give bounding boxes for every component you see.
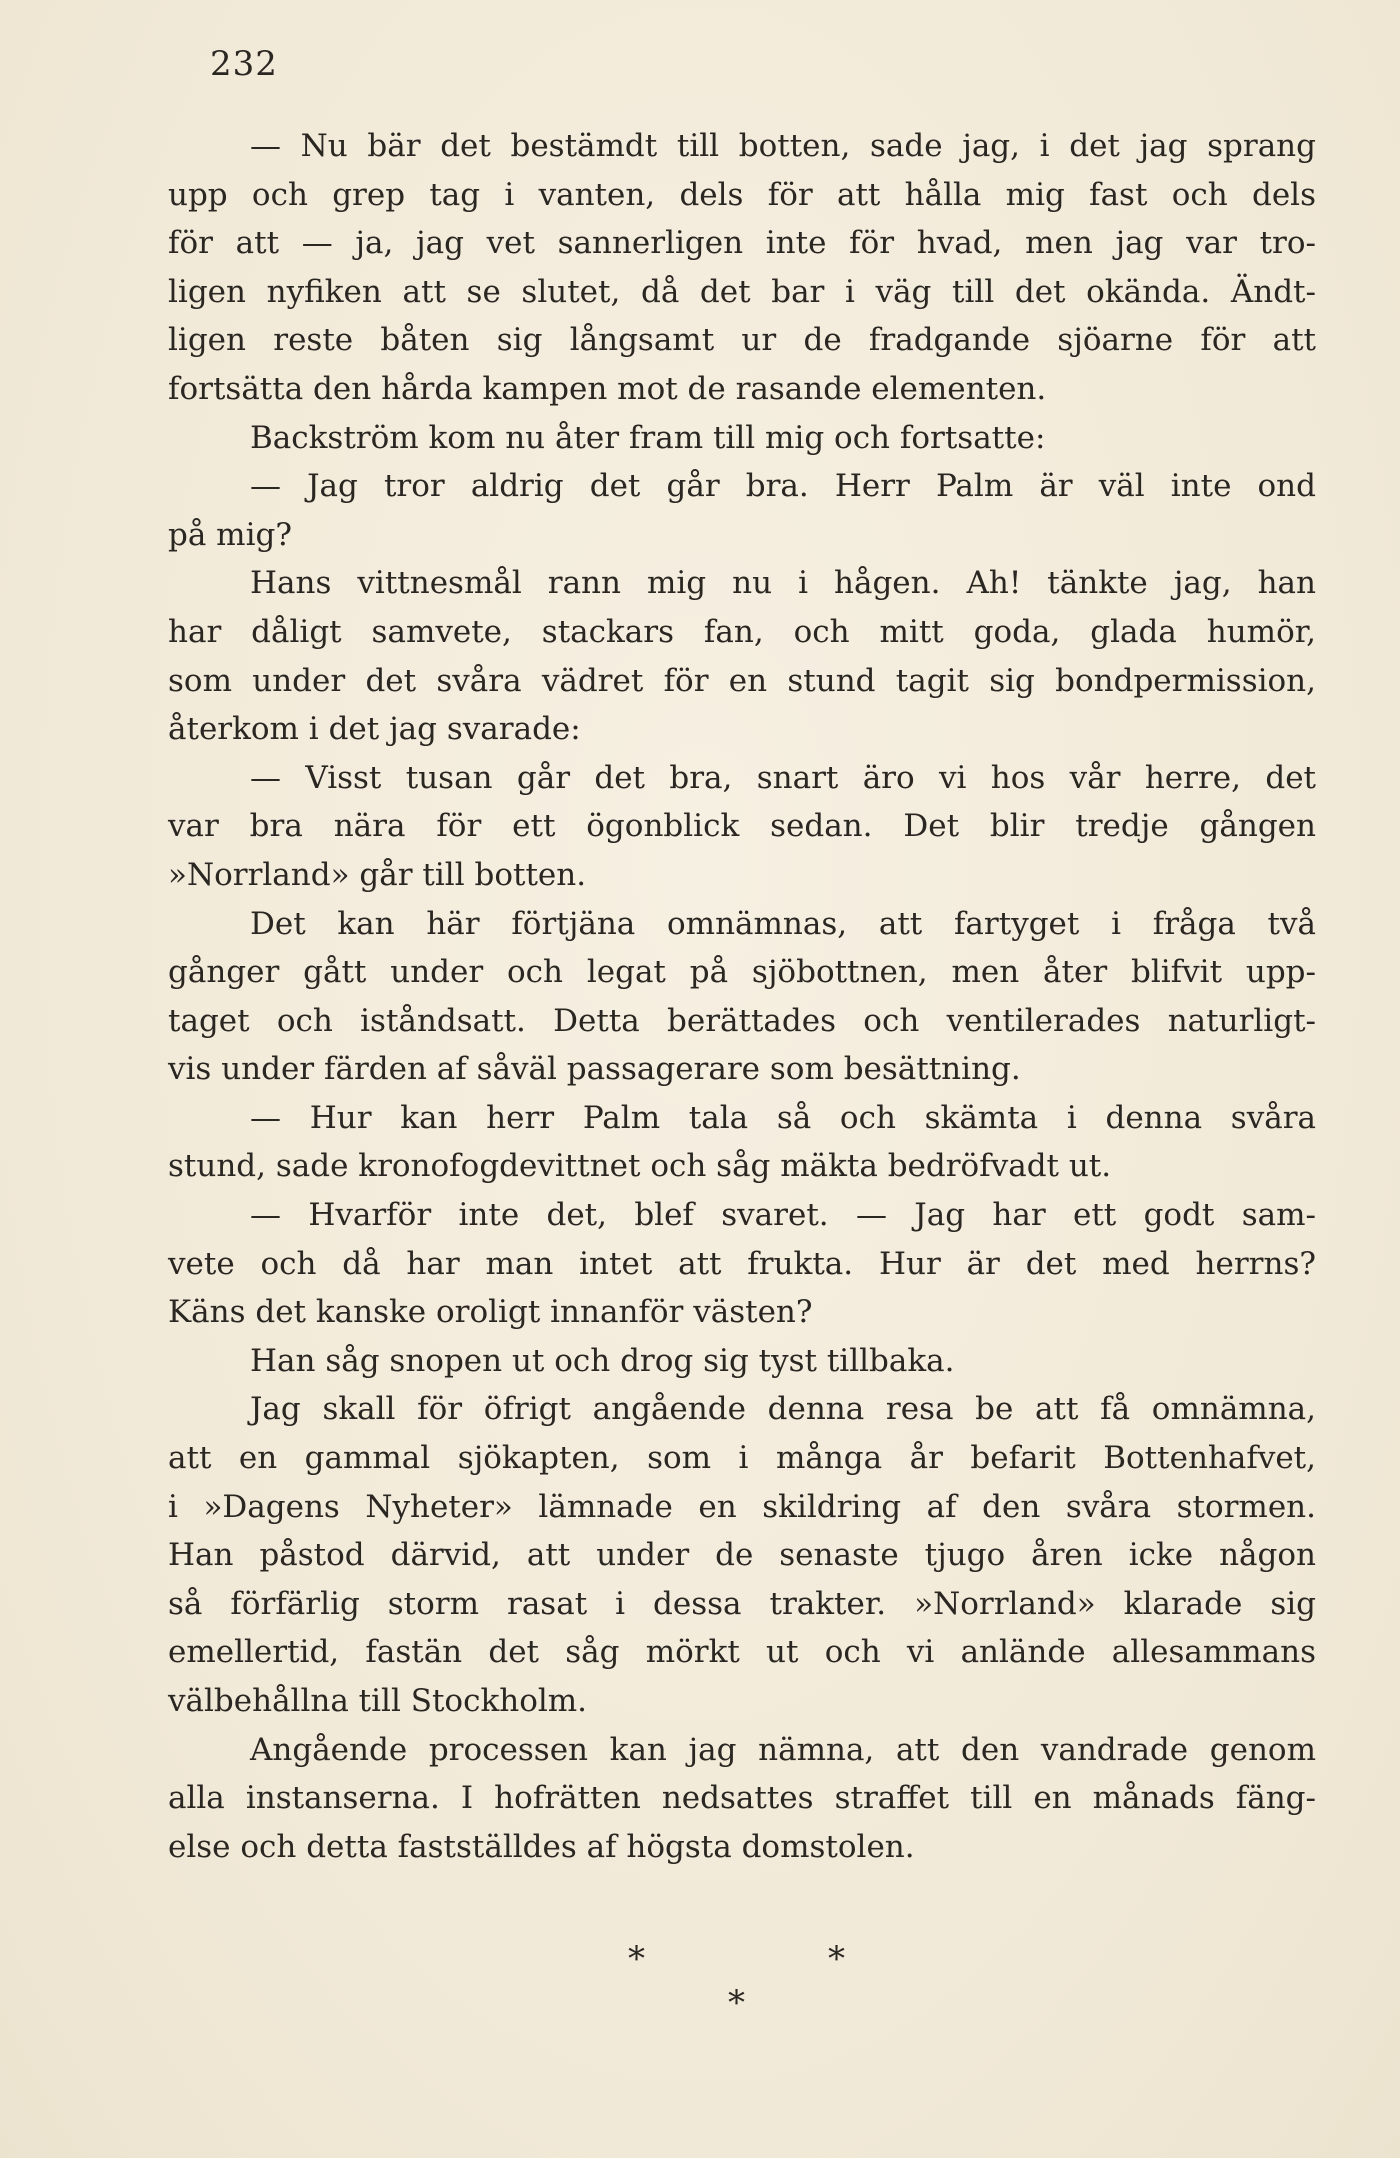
ornament-asterisk-right: * <box>828 1939 845 1979</box>
text-line: — Jag tror aldrig det går bra. Herr Palm är väl inte ond <box>250 468 1316 505</box>
text-line: att en gammal sjökapten, som i många år befarit Bottenhafvet, <box>168 1440 1316 1477</box>
text-line: som under det svåra vädret för en stund tagit sig bondpermission, <box>168 662 1316 699</box>
page-number: 232 <box>210 44 278 84</box>
text-line: alla instanserna. I hofrätten nedsattes straffet till en månads fäng- <box>168 1780 1316 1817</box>
ornament-asterisk-left: * <box>628 1939 645 1979</box>
text-line: stund, sade kronofogdevittnet och såg mäkta bedröfvadt ut. <box>168 1148 1112 1185</box>
text-line: taget och iståndsatt. Detta berättades och ventilerades naturligt- <box>168 1002 1316 1039</box>
text-line: var bra nära för ett ögonblick sedan. Det blir tredje gången <box>168 808 1316 845</box>
text-line: ligen nyfiken att se slutet, då det bar i väg till det okända. Ändt- <box>168 273 1316 310</box>
text-line: Han påstod därvid, att under de senaste tjugo åren icke någon <box>168 1537 1316 1574</box>
text-line: Hans vittnesmål rann mig nu i hågen. Ah! tänkte jag, han <box>250 565 1316 602</box>
text-line: Käns det kanske oroligt innanför västen? <box>168 1294 813 1331</box>
text-line: fortsätta den hårda kampen mot de rasande elementen. <box>168 370 1047 407</box>
text-line: ligen reste båten sig långsamt ur de fradgande sjöarne för att <box>168 322 1316 359</box>
text-line: — Hur kan herr Palm tala så och skämta i denna svåra <box>250 1099 1316 1136</box>
text-line: Jag skall för öfrigt angående denna resa be att få omnämna, <box>250 1391 1316 1428</box>
ornament-asterisk-bottom: * <box>728 1983 745 2023</box>
text-line: återkom i det jag svarade: <box>168 711 581 748</box>
text-line: så förfärlig storm rasat i dessa trakter. »Norrland» klarade sig <box>168 1585 1316 1622</box>
text-line: — Hvarför inte det, blef svaret. — Jag har ett godt sam- <box>250 1197 1316 1234</box>
text-line: else och detta fastställdes af högsta domstolen. <box>168 1828 915 1865</box>
text-line: för att — ja, jag vet sannerligen inte för hvad, men jag var tro- <box>168 225 1316 262</box>
text-line: »Norrland» går till botten. <box>168 856 587 893</box>
text-line: vis under färden af såväl passagerare som besättning. <box>168 1051 1021 1088</box>
text-line: upp och grep tag i vanten, dels för att hålla mig fast och dels <box>168 176 1316 213</box>
text-line: Han såg snopen ut och drog sig tyst tillbaka. <box>250 1342 955 1379</box>
text-line: Backström kom nu åter fram till mig och fortsatte: <box>250 419 1046 456</box>
text-line: vete och då har man intet att frukta. Hur är det med herrns? <box>168 1245 1316 1282</box>
text-line: på mig? <box>168 516 292 553</box>
text-line: har dåligt samvete, stackars fan, och mitt goda, glada humör, <box>168 613 1316 650</box>
text-line: emellertid, fastän det såg mörkt ut och vi anlände allesammans <box>168 1634 1316 1671</box>
text-body <box>168 122 1316 1871</box>
text-line: välbehållna till Stockholm. <box>168 1683 588 1719</box>
text-line: i »Dagens Nyheter» lämnade en skildring af den svåra stormen. <box>168 1488 1316 1525</box>
text-line: Angående processen kan jag nämna, att den vandrade genom <box>250 1731 1316 1768</box>
text-line: — Nu bär det bestämdt till botten, sade jag, i det jag sprang <box>250 128 1316 164</box>
text-line: gånger gått under och legat på sjöbottnen, men åter blifvit upp- <box>168 954 1316 991</box>
text-line: Det kan här förtjäna omnämnas, att fartyget i fråga två <box>250 905 1316 942</box>
text-line: — Visst tusan går det bra, snart äro vi hos vår herre, det <box>250 759 1316 796</box>
